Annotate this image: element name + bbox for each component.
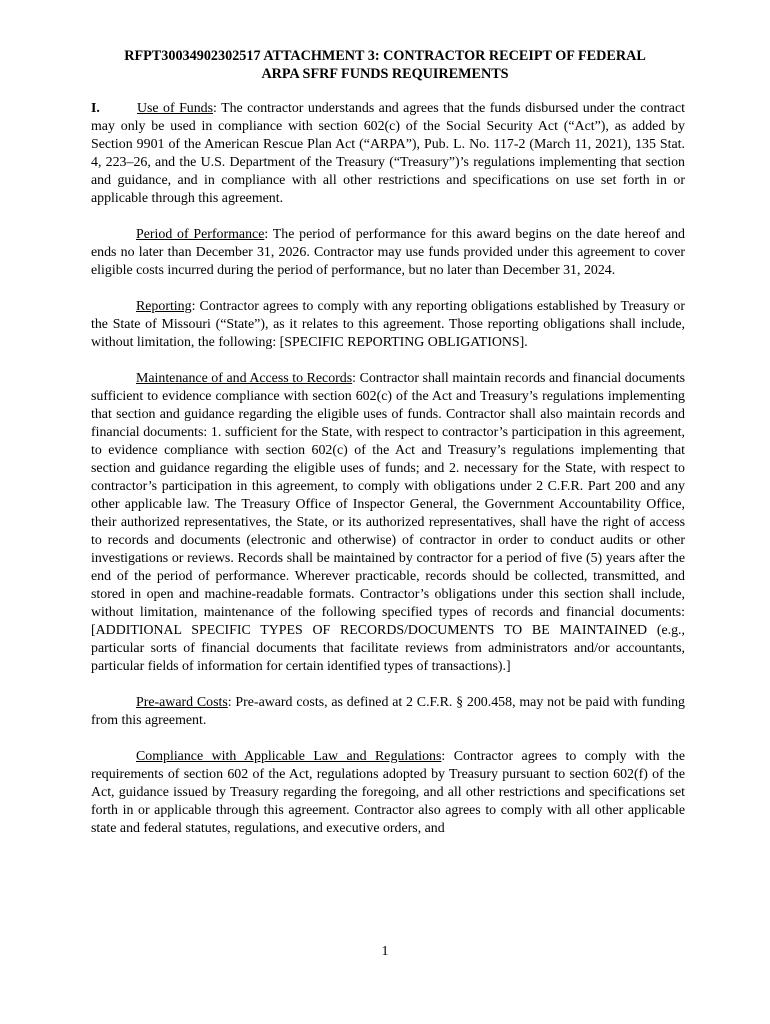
paragraph-heading: Use of Funds — [137, 101, 214, 116]
paragraph-heading: Reporting — [136, 299, 192, 314]
paragraph-text: : Pre-award costs, as defined at 2 C.F.R. § 200.458, may not be paid with funding from this agreement. — [91, 695, 685, 728]
title-line-2: ARPA SFRF FUNDS REQUIREMENTS — [261, 66, 509, 82]
title-line-1: RFPT30034902302517 ATTACHMENT 3: CONTRACTOR RECEIPT OF FEDERAL — [124, 48, 646, 64]
paragraph-text: : Contractor agrees to comply with any reporting obligations established by Treasury or the State of Missouri (“State”), as it relates to this agreement. Those reporting obligations shall include, without limitation, the following: [SPECIFIC REPORTING OBLIGATIONS]. — [91, 299, 685, 350]
paragraph-text: : The period of performance for this award begins on the date hereof and ends no later than December 31, 2026. Contractor may use funds provided under this agreement to cover eligible costs incurred during the period of performance, but no later than December 31, 2024. — [91, 227, 685, 278]
paragraph-reporting — [91, 298, 685, 352]
paragraph-heading: Compliance with Applicable Law and Regulations — [136, 749, 442, 764]
paragraph-text: : Contractor agrees to comply with the requirements of section 602 of the Act, regulations adopted by Treasury pursuant to section 602(f) of the Act, guidance issued by Treasury regarding the foregoing, and all other restrictions and specifications set forth in or applicable through this agreement. Contractor also agrees to comply with all other applicable state and federal statutes, regulations, and executive orders, and — [91, 749, 685, 836]
paragraph-heading: Maintenance of and Access to Records — [136, 371, 353, 386]
document-title — [80, 47, 690, 83]
paragraph-pre-award-costs — [91, 694, 685, 730]
document-body — [91, 100, 685, 856]
paragraph-text: : Contractor shall maintain records and financial documents sufficient to evidence compliance with section 602(c) of the Act and Treasury’s regulations implementing that section and guidance regarding the eligible uses of funds. Contractor shall also maintain records and financial documents: 1. sufficient for the State, with respect to contractor’s participation in this agreement, to evidence compliance with section 602(c) of the Act and Treasury’s regulations implementing that section and guidance regarding the eligible uses of funds; and 2. necessary for the State, with respect to contractor’s participation in this agreement, to comply with obligations under 2 C.F.R. Part 200 and any other applicable law. The Treasury Office of Inspector General, the Government Accountability Office, their authorized representatives, the State, or its authorized representatives, shall have the right of access to records and documents (electronic and otherwise) of contractor in order to conduct audits or other investigations or reviews. Records shall be maintained by contractor for a period of five (5) years after the end of the period of performance. Wherever practicable, records should be collected, transmitted, and stored in open and machine-readable formats. Contractor’s obligations under this section shall include, without limitation, maintenance of the following specified types of records and financial documents: [ADDITIONAL SPECIFIC TYPES OF RECORDS/DOCUMENTS TO BE MAINTAINED (e.g., particular sorts of financial documents that facilitate reviews from administrators and/or accountants, particular fields of information for certain identified types of transactions).] — [91, 371, 685, 674]
section-number: I. — [91, 101, 100, 116]
paragraph-compliance — [91, 748, 685, 838]
paragraph-records — [91, 370, 685, 676]
paragraph-period-of-performance — [91, 226, 685, 280]
paragraph-heading: Period of Performance — [136, 227, 265, 242]
page-number: 1 — [381, 944, 389, 959]
paragraph-text: : The contractor understands and agrees that the funds disbursed under the contract may only be used in compliance with section 602(c) of the Social Security Act (“Act”), as added by Section 9901 of the American Rescue Plan Act (“ARPA”), Pub. L. No. 117-2 (March 11, 2021), 135 Stat. 4, 223–26, and the U.S. Department of the Treasury (“Treasury”)’s regulations implementing that section and guidance, and in compliance with all other restrictions and specifications on use set forth in or applicable through this agreement. — [91, 101, 685, 206]
paragraph-use-of-funds — [91, 100, 685, 208]
paragraph-heading: Pre-award Costs — [136, 695, 228, 710]
